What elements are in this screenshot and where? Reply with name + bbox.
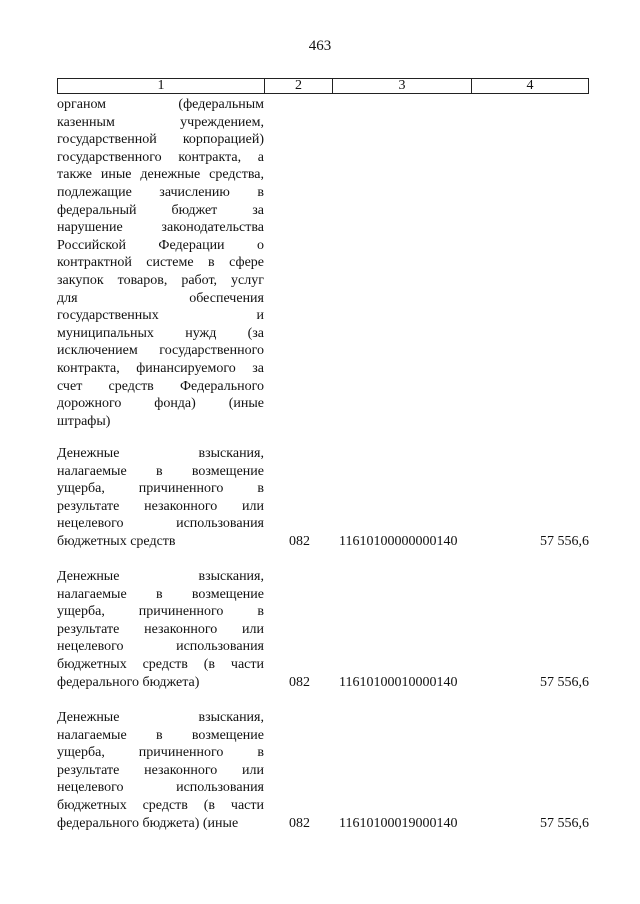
desc-line: налагаемые в возмещение bbox=[57, 727, 264, 743]
row-code: 082 bbox=[289, 674, 310, 690]
row-kbk: 11610100000000140 bbox=[339, 533, 458, 549]
desc-line: ущерба, причиненного в bbox=[57, 481, 264, 497]
table-row bbox=[57, 568, 589, 691]
desc-line: результате незаконного или bbox=[57, 621, 264, 637]
desc-line: налагаемые в возмещение bbox=[57, 586, 264, 602]
row-amount: 57 556,6 bbox=[540, 815, 589, 831]
desc-line: Денежные взыскания, bbox=[57, 446, 264, 461]
desc-line: муниципальных нужд (за bbox=[57, 325, 264, 341]
desc-line: нецелевого использования bbox=[57, 780, 264, 796]
desc-line: для обеспечения bbox=[57, 290, 264, 306]
row-amount: 57 556,6 bbox=[540, 674, 589, 690]
desc-line: штрафы) bbox=[57, 413, 111, 429]
page-number: 463 bbox=[308, 38, 332, 54]
table-row bbox=[57, 445, 589, 551]
row-amount: 57 556,6 bbox=[540, 533, 589, 549]
desc-line: налагаемые в возмещение bbox=[57, 463, 264, 479]
desc-line: результате незаконного или bbox=[57, 498, 264, 514]
desc-line: органом (федеральным bbox=[57, 97, 264, 112]
desc-line: счет средств Федерального bbox=[57, 378, 264, 394]
desc-line: ущерба, причиненного в bbox=[57, 604, 264, 620]
desc-line: нецелевого использования bbox=[57, 516, 264, 532]
desc-line: бюджетных средств bbox=[57, 533, 176, 549]
row-description bbox=[57, 445, 264, 551]
desc-line: нарушение законодательства bbox=[57, 220, 264, 236]
row-description bbox=[57, 568, 264, 691]
desc-line: закупок товаров, работ, услуг bbox=[57, 272, 264, 288]
desc-line: результате незаконного или bbox=[57, 762, 264, 778]
table-row bbox=[57, 96, 589, 430]
desc-line: Российской Федерации о bbox=[57, 237, 264, 253]
table-row bbox=[57, 709, 589, 832]
desc-line: также иные денежные средства, bbox=[57, 167, 264, 183]
desc-line: казенным учреждением, bbox=[57, 114, 264, 130]
table-header bbox=[57, 78, 589, 94]
header-col-3: 3 bbox=[333, 79, 472, 93]
desc-line: государственного контракта, а bbox=[57, 149, 264, 165]
desc-line: федерального бюджета) bbox=[57, 674, 200, 690]
desc-line: исключением государственного bbox=[57, 343, 264, 359]
desc-line: дорожного фонда) (иные bbox=[57, 396, 264, 412]
row-kbk: 11610100019000140 bbox=[339, 815, 458, 831]
desc-line: бюджетных средств (в части bbox=[57, 656, 264, 672]
header-col-1: 1 bbox=[58, 79, 265, 93]
row-kbk: 11610100010000140 bbox=[339, 674, 458, 690]
desc-line: государственной корпорацией) bbox=[57, 132, 264, 148]
row-code: 082 bbox=[289, 533, 310, 549]
desc-line: контракта, финансируемого за bbox=[57, 360, 264, 376]
header-col-2: 2 bbox=[265, 79, 333, 93]
header-col-4: 4 bbox=[526, 78, 534, 93]
desc-line: федерального бюджета) (иные bbox=[57, 815, 239, 831]
row-code: 082 bbox=[289, 815, 310, 831]
desc-line: подлежащие зачислению в bbox=[57, 184, 264, 200]
row-description bbox=[57, 709, 264, 832]
desc-line: Денежные взыскания, bbox=[57, 569, 264, 584]
desc-line: нецелевого использования bbox=[57, 639, 264, 655]
desc-line: Денежные взыскания, bbox=[57, 710, 264, 725]
desc-line: федеральный бюджет за bbox=[57, 202, 264, 218]
desc-line: государственных и bbox=[57, 308, 264, 324]
desc-line: ущерба, причиненного в bbox=[57, 745, 264, 761]
row-description bbox=[57, 96, 264, 430]
desc-line: контрактной системе в сфере bbox=[57, 255, 264, 271]
desc-line: бюджетных средств (в части bbox=[57, 797, 264, 813]
